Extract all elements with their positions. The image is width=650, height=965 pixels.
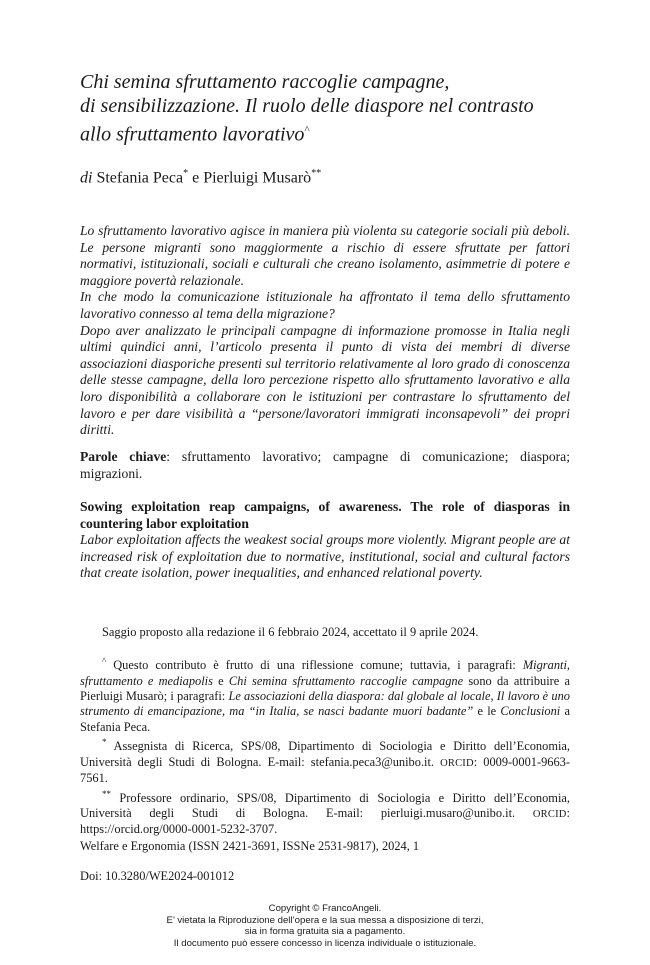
copyright-line-1: Copyright © FrancoAngeli. — [268, 903, 382, 914]
journal-citation: Welfare e Ergonomia (ISSN 2421-3691, ISSNe 2531-9817), 2024, 1 — [80, 839, 420, 853]
footnote-1-italic-e: Conclusioni — [500, 704, 561, 719]
title-line-3-text: allo sfruttamento lavorativo — [80, 123, 305, 146]
footnote-1-italic-c: Le associazioni della diaspora: dal globale al locale — [228, 688, 491, 703]
abstract-it-paragraph-2: In che modo la comunicazione istituzionale ha affrontato il tema dello sfruttamento lavorativo connesso al tema della migrazione? — [80, 289, 570, 321]
footnote-1 — [80, 654, 570, 735]
footnote-2-text: Assegnista di Ricerca, SPS/08, Dipartimento di Sociologia e Diritto dell’Economia, Università degli Studi di Bologna. E-mail: stefania.peca3@unibo.it. — [80, 739, 570, 769]
keywords-text: : sfruttamento lavorativo; campagne di comunicazione; diaspora; migrazioni. — [80, 449, 570, 481]
title-line-3 — [80, 118, 570, 147]
copyright-line-4: Il documento può essere concesso in licenza individuale o istituzionale. — [173, 937, 477, 949]
footnote-1-italic-d: Il lavoro è uno strumento di emancipazione, ma “in Italia, se nasci badante muori badante” — [80, 688, 570, 719]
copyright-line-2: E’ vietata la Riproduzione dell’opera e la sua messa a disposizione di terzi, — [166, 914, 484, 926]
english-title: Sowing exploitation reap campaigns, of awareness. The role of diasporas in countering labor exploitation — [80, 499, 570, 531]
footnote-3-orcid-label: ORCID — [532, 809, 567, 821]
article-title — [80, 70, 570, 147]
author-1-name: Stefania Peca — [96, 169, 184, 187]
footnote-1-text-f: a Stefania Peca. — [80, 704, 570, 734]
author-prefix: di — [80, 169, 93, 187]
title-line-2: di sensibilizzazione. Il ruolo delle diaspore nel contrasto — [80, 95, 534, 117]
author-2-name: Pierluigi Musarò — [203, 169, 312, 187]
footnote-2-mark: * — [102, 737, 107, 748]
abstract-italian — [80, 223, 570, 439]
footnotes — [80, 654, 570, 838]
abstract-it-paragraph-1: Lo sfruttamento lavorativo agisce in maniera più violenta su categorie sociali più deboli. Le persone migranti sono maggiormente a rischio di essere sfruttate per fattori normativi, istituzionali, sociali e culturali che creano isolamento, asimmetrie di potere e maggiore povertà relazionale. — [80, 223, 570, 288]
footnote-2-orcid-value: : 0009-0001-9663-7561. — [80, 754, 570, 786]
title-footnote-mark: ^ — [304, 124, 310, 136]
footnote-1-italic-a: Migranti, sfruttamento e mediapolis — [80, 658, 570, 688]
abstract-english: Labor exploitation affects the weakest social groups more violently. Migrant people are at increased risk of exploitation due to normative, institutional, social and cultural factors that create isolation, power inequalities, and enhanced relational poverty. — [80, 532, 570, 581]
abstract-it-paragraph-3: Dopo aver analizzato le principali campagne di informazione promosse in Italia negli ultimi quindici anni, l’articolo presenta il punto di vista dei membri di diverse associazioni diasporiche presenti sul territorio relativamente al loro grado di conoscenza delle stesse campagne, della loro percezione rispetto allo sfruttamento lavorativo e alla loro disponibilità a collaborare con le istituzioni per contrastare lo sfruttamento del lavoro e per dare visibilità a “persone/lavoratori immigrati inconsapevoli” dei propri diritti. — [80, 322, 570, 438]
footnote-1-mark: ^ — [102, 656, 107, 666]
doi-line: Doi: 10.3280/WE2024-001012 — [80, 869, 235, 883]
footnote-1-text-d: , — [490, 688, 497, 703]
footnote-3 — [80, 787, 570, 838]
footnote-3-mark: ** — [102, 788, 111, 799]
footnote-1-text-b: e — [212, 673, 229, 688]
keywords — [80, 449, 570, 482]
footnote-1-text-c: sono da attribuire a Pierluigi Musarò; i paragrafi: — [80, 673, 570, 703]
footnote-1-text-e: e le — [473, 704, 501, 719]
footnote-2 — [80, 735, 570, 786]
author-2-mark: ** — [311, 168, 322, 179]
copyright-line-3: sia in forma gratuita sia a pagamento. — [244, 926, 406, 938]
footnote-1-italic-b: Chi semina sfruttamento raccoglie campagne — [228, 673, 464, 688]
author-conjunction: e — [192, 169, 200, 187]
footnote-3-text: Professore ordinario, SPS/08, Dipartimento di Sociologia e Diritto dell’Economia, Università degli Studi di Bologna. E-mail: pierluigi.musaro@unibo.it. — [80, 790, 570, 821]
copyright-notice — [0, 903, 650, 949]
footnote-1-text-a: Questo contributo è frutto di una riflessione comune; tuttavia, i paragrafi: — [106, 658, 523, 673]
keywords-label: Parole chiave — [80, 449, 167, 464]
received-note: Saggio proposto alla redazione il 6 febbraio 2024, accettato il 9 aprile 2024. — [102, 625, 479, 639]
footnote-2-orcid-label: ORCID — [440, 757, 474, 769]
footnote-3-orcid-value: : https://orcid.org/0000-0001-5232-3707. — [80, 806, 570, 837]
title-line-1: Chi semina sfruttamento raccoglie campagne, — [80, 71, 450, 93]
author-1-mark: * — [183, 168, 189, 179]
author-line — [80, 164, 321, 188]
